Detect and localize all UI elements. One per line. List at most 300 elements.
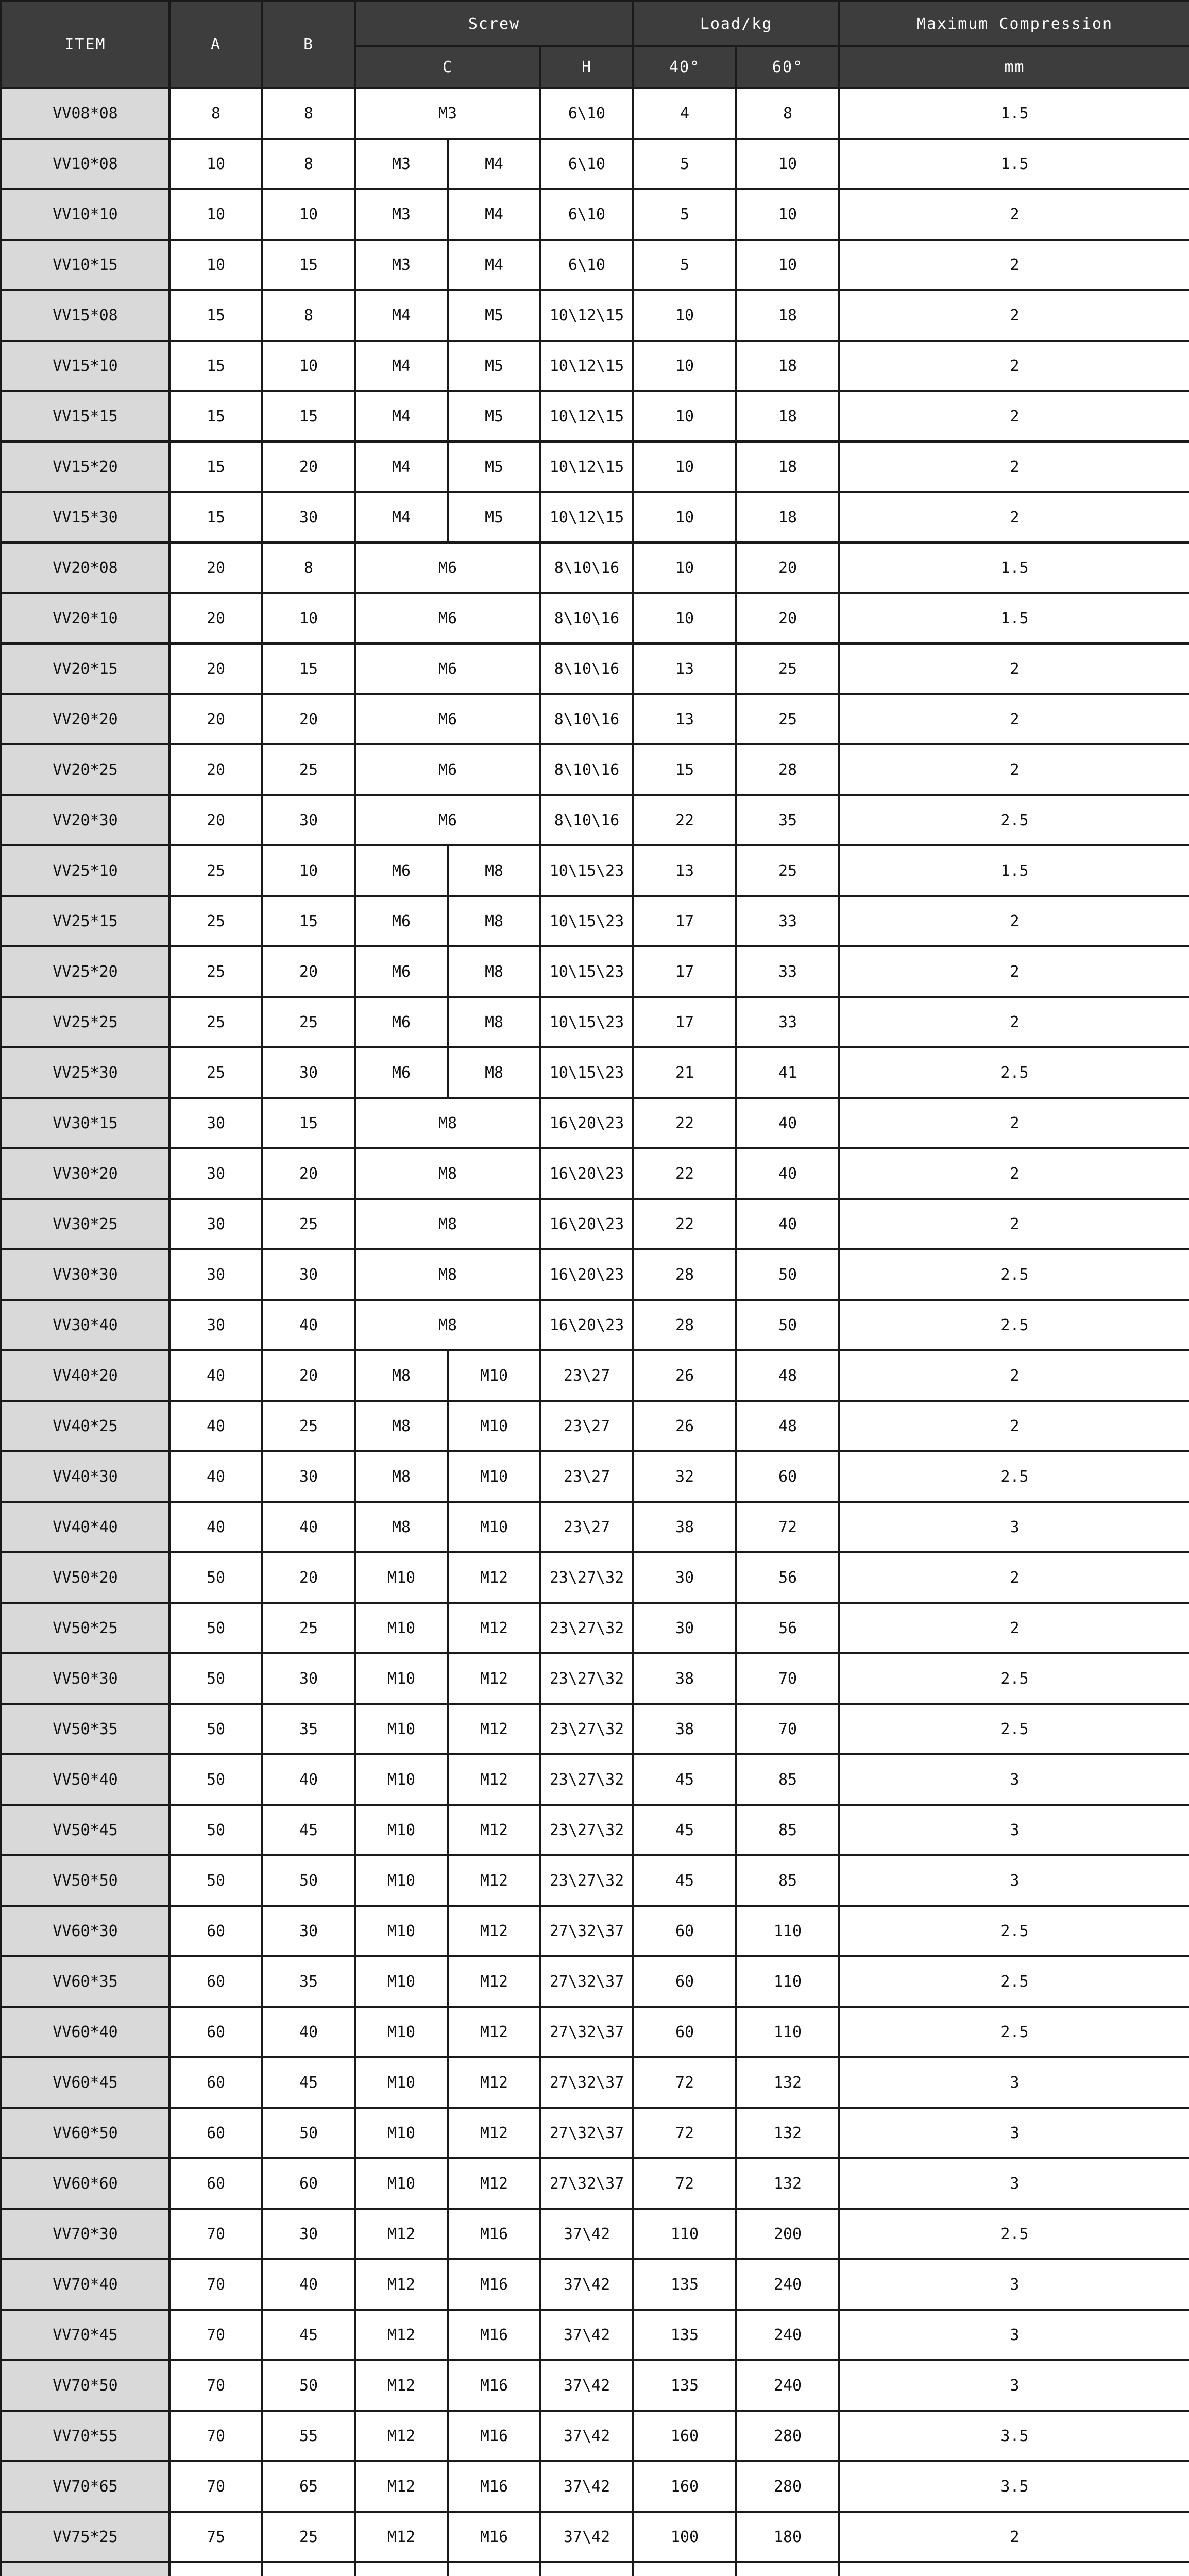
item-cell: VV70*50 — [1, 2360, 169, 2411]
item-cell: VV50*25 — [1, 1603, 169, 1653]
a-cell: 25 — [169, 946, 262, 997]
load-40-cell: 100 — [633, 2512, 736, 2562]
a-cell: 20 — [169, 643, 262, 694]
screw-c2-cell: M4 — [448, 189, 540, 240]
item-cell: VV20*10 — [1, 593, 169, 643]
table-row — [1, 744, 1189, 795]
screw-c2-cell: M12 — [448, 2007, 540, 2057]
table-row — [1, 896, 1189, 946]
load-60-cell: 240 — [736, 2259, 839, 2310]
b-cell: 20 — [262, 1148, 355, 1199]
b-cell: 30 — [262, 1653, 355, 1704]
table-row — [1, 1754, 1189, 1805]
h-cell: 27\32\37 — [540, 1906, 633, 1956]
screw-c1-cell: M8 — [355, 1502, 448, 1552]
max-compression-cell: 2 — [839, 391, 1189, 442]
screw-c1-cell: M6 — [355, 643, 540, 694]
screw-c2-cell: M16 — [448, 2209, 540, 2259]
screw-c1-cell: M3 — [355, 189, 448, 240]
screw-c1-cell: M12 — [355, 2360, 448, 2411]
b-cell — [262, 2562, 355, 2576]
table-row — [1, 2310, 1189, 2360]
load-60-cell: 56 — [736, 1552, 839, 1603]
screw-c2-cell: M16 — [448, 2259, 540, 2310]
h-cell: 16\20\23 — [540, 1148, 633, 1199]
item-cell: VV15*10 — [1, 341, 169, 391]
table-row — [1, 643, 1189, 694]
b-cell: 8 — [262, 543, 355, 593]
max-compression-cell: 3 — [839, 1502, 1189, 1552]
b-cell: 20 — [262, 1552, 355, 1603]
load-60-cell: 110 — [736, 1906, 839, 1956]
a-cell: 15 — [169, 391, 262, 442]
item-cell — [1, 2562, 169, 2576]
table-row — [1, 543, 1189, 593]
load-60-cell: 33 — [736, 896, 839, 946]
table-row — [1, 391, 1189, 442]
max-compression-cell: 2 — [839, 1401, 1189, 1451]
screw-c2-cell: M5 — [448, 290, 540, 341]
h-cell: 8\10\16 — [540, 694, 633, 744]
h-cell: 8\10\16 — [540, 593, 633, 643]
screw-c2-cell: M8 — [448, 896, 540, 946]
load-60-cell: 70 — [736, 1653, 839, 1704]
item-cell: VV30*40 — [1, 1300, 169, 1350]
load-60-cell: 33 — [736, 946, 839, 997]
a-cell: 70 — [169, 2360, 262, 2411]
screw-c1-cell: M10 — [355, 2158, 448, 2209]
max-compression-cell: 2.5 — [839, 1704, 1189, 1754]
screw-c2-cell: M5 — [448, 391, 540, 442]
load-40-cell: 10 — [633, 341, 736, 391]
item-cell: VV10*08 — [1, 139, 169, 189]
load-40-cell: 135 — [633, 2310, 736, 2360]
h-cell: 10\15\23 — [540, 845, 633, 896]
table-row — [1, 1300, 1189, 1350]
table-row — [1, 2057, 1189, 2108]
a-cell: 8 — [169, 88, 262, 139]
b-cell: 8 — [262, 290, 355, 341]
load-40-cell: 22 — [633, 1148, 736, 1199]
item-cell: VV40*20 — [1, 1350, 169, 1401]
table-row — [1, 189, 1189, 240]
load-40-cell: 30 — [633, 1552, 736, 1603]
h-cell: 27\32\37 — [540, 2057, 633, 2108]
table-row — [1, 2209, 1189, 2259]
screw-c1-cell: M10 — [355, 1754, 448, 1805]
table-row — [1, 1401, 1189, 1451]
screw-c2-cell: M16 — [448, 2461, 540, 2512]
header-40deg: 40° — [633, 46, 736, 88]
h-cell: 10\12\15 — [540, 442, 633, 492]
screw-c1-cell: M8 — [355, 1401, 448, 1451]
a-cell: 15 — [169, 290, 262, 341]
item-cell: VV30*30 — [1, 1249, 169, 1300]
a-cell: 70 — [169, 2461, 262, 2512]
load-40-cell: 17 — [633, 997, 736, 1047]
h-cell: 16\20\23 — [540, 1098, 633, 1148]
load-40-cell: 10 — [633, 391, 736, 442]
load-40-cell: 26 — [633, 1350, 736, 1401]
b-cell: 10 — [262, 845, 355, 896]
load-40-cell: 17 — [633, 946, 736, 997]
item-cell: VV40*25 — [1, 1401, 169, 1451]
max-compression-cell: 2 — [839, 643, 1189, 694]
h-cell: 23\27\32 — [540, 1603, 633, 1653]
screw-c1-cell: M4 — [355, 442, 448, 492]
load-60-cell: 18 — [736, 341, 839, 391]
max-compression-cell: 1.5 — [839, 543, 1189, 593]
table-row — [1, 1906, 1189, 1956]
table-row — [1, 2158, 1189, 2209]
load-40-cell: 38 — [633, 1502, 736, 1552]
header-b: B — [262, 1, 355, 88]
load-60-cell: 20 — [736, 593, 839, 643]
item-cell: VV50*45 — [1, 1805, 169, 1855]
load-60-cell: 18 — [736, 391, 839, 442]
item-cell: VV20*25 — [1, 744, 169, 795]
screw-c1-cell: M10 — [355, 1653, 448, 1704]
load-60-cell: 50 — [736, 1249, 839, 1300]
item-cell: VV50*40 — [1, 1754, 169, 1805]
item-cell: VV10*10 — [1, 189, 169, 240]
max-compression-cell: 2 — [839, 492, 1189, 543]
item-cell: VV15*30 — [1, 492, 169, 543]
screw-c1-cell: M6 — [355, 744, 540, 795]
load-60-cell: 40 — [736, 1148, 839, 1199]
item-cell: VV08*08 — [1, 88, 169, 139]
load-60-cell: 280 — [736, 2461, 839, 2512]
a-cell: 70 — [169, 2310, 262, 2360]
load-40-cell: 10 — [633, 290, 736, 341]
a-cell: 20 — [169, 543, 262, 593]
h-cell: 8\10\16 — [540, 744, 633, 795]
max-compression-cell: 2 — [839, 1552, 1189, 1603]
b-cell: 25 — [262, 1603, 355, 1653]
max-compression-cell: 2.5 — [839, 1956, 1189, 2007]
screw-c2-cell: M8 — [448, 997, 540, 1047]
max-compression-cell: 3.5 — [839, 2461, 1189, 2512]
h-cell: 16\20\23 — [540, 1249, 633, 1300]
max-compression-cell: 3 — [839, 1754, 1189, 1805]
screw-c2-cell: M8 — [448, 946, 540, 997]
header-unit-mm: mm — [839, 46, 1189, 88]
item-cell: VV30*15 — [1, 1098, 169, 1148]
load-40-cell — [633, 2562, 736, 2576]
a-cell: 15 — [169, 442, 262, 492]
screw-c2-cell: M5 — [448, 492, 540, 543]
h-cell: 37\42 — [540, 2259, 633, 2310]
screw-c2-cell: M8 — [448, 1047, 540, 1098]
load-40-cell: 13 — [633, 845, 736, 896]
table-row — [1, 341, 1189, 391]
b-cell: 40 — [262, 2007, 355, 2057]
item-cell: VV20*30 — [1, 795, 169, 845]
table-row — [1, 2007, 1189, 2057]
table-row — [1, 795, 1189, 845]
a-cell: 50 — [169, 1653, 262, 1704]
load-60-cell: 60 — [736, 1451, 839, 1502]
screw-c1-cell: M12 — [355, 2411, 448, 2461]
table-row — [1, 88, 1189, 139]
h-cell: 23\27 — [540, 1350, 633, 1401]
a-cell: 75 — [169, 2512, 262, 2562]
b-cell: 30 — [262, 1451, 355, 1502]
load-60-cell — [736, 2562, 839, 2576]
header-60deg: 60° — [736, 46, 839, 88]
screw-c2-cell: M12 — [448, 1906, 540, 1956]
load-40-cell: 60 — [633, 1956, 736, 2007]
load-40-cell: 45 — [633, 1805, 736, 1855]
max-compression-cell: 3 — [839, 1855, 1189, 1906]
load-40-cell: 21 — [633, 1047, 736, 1098]
max-compression-cell: 3.5 — [839, 2411, 1189, 2461]
h-cell: 23\27\32 — [540, 1855, 633, 1906]
b-cell: 30 — [262, 492, 355, 543]
item-cell: VV70*65 — [1, 2461, 169, 2512]
item-cell: VV50*20 — [1, 1552, 169, 1603]
b-cell: 15 — [262, 643, 355, 694]
table-row — [1, 2360, 1189, 2411]
screw-c1-cell: M10 — [355, 1956, 448, 2007]
max-compression-cell: 2.5 — [839, 1300, 1189, 1350]
load-60-cell: 240 — [736, 2360, 839, 2411]
h-cell: 10\12\15 — [540, 492, 633, 543]
item-cell: VV25*15 — [1, 896, 169, 946]
b-cell: 65 — [262, 2461, 355, 2512]
h-cell: 27\32\37 — [540, 2158, 633, 2209]
load-60-cell: 132 — [736, 2158, 839, 2209]
table-row — [1, 2562, 1189, 2576]
item-cell: VV30*20 — [1, 1148, 169, 1199]
load-60-cell: 48 — [736, 1401, 839, 1451]
a-cell: 70 — [169, 2209, 262, 2259]
table-row — [1, 1148, 1189, 1199]
item-cell: VV70*45 — [1, 2310, 169, 2360]
header-item: ITEM — [1, 1, 169, 88]
b-cell: 25 — [262, 1401, 355, 1451]
table-row — [1, 240, 1189, 290]
load-60-cell: 20 — [736, 543, 839, 593]
a-cell: 25 — [169, 997, 262, 1047]
screw-c1-cell: M3 — [355, 240, 448, 290]
max-compression-cell: 2.5 — [839, 1047, 1189, 1098]
screw-c2-cell: M4 — [448, 240, 540, 290]
load-60-cell: 18 — [736, 290, 839, 341]
max-compression-cell: 2 — [839, 2512, 1189, 2562]
max-compression-cell: 2.5 — [839, 1906, 1189, 1956]
table-body — [1, 88, 1189, 2576]
max-compression-cell: 2.5 — [839, 1653, 1189, 1704]
h-cell: 6\10 — [540, 139, 633, 189]
table-row — [1, 2259, 1189, 2310]
header-a: A — [169, 1, 262, 88]
table-row — [1, 2411, 1189, 2461]
screw-c1-cell: M8 — [355, 1199, 540, 1249]
b-cell: 30 — [262, 795, 355, 845]
table-row — [1, 694, 1189, 744]
b-cell: 50 — [262, 2360, 355, 2411]
item-cell: VV10*15 — [1, 240, 169, 290]
table-row — [1, 1956, 1189, 2007]
b-cell: 35 — [262, 1704, 355, 1754]
screw-c2-cell: M10 — [448, 1451, 540, 1502]
a-cell: 30 — [169, 1249, 262, 1300]
b-cell: 15 — [262, 1098, 355, 1148]
table-row — [1, 1552, 1189, 1603]
screw-c1-cell: M4 — [355, 492, 448, 543]
h-cell: 8\10\16 — [540, 643, 633, 694]
screw-c1-cell: M6 — [355, 896, 448, 946]
max-compression-cell: 2 — [839, 341, 1189, 391]
a-cell — [169, 2562, 262, 2576]
h-cell — [540, 2562, 633, 2576]
table-row — [1, 2512, 1189, 2562]
table-row — [1, 139, 1189, 189]
table-row — [1, 997, 1189, 1047]
item-cell: VV60*40 — [1, 2007, 169, 2057]
max-compression-cell: 2 — [839, 442, 1189, 492]
load-40-cell: 72 — [633, 2108, 736, 2158]
h-cell: 27\32\37 — [540, 2007, 633, 2057]
max-compression-cell: 2 — [839, 1098, 1189, 1148]
h-cell: 6\10 — [540, 189, 633, 240]
h-cell: 23\27\32 — [540, 1552, 633, 1603]
a-cell: 10 — [169, 240, 262, 290]
max-compression-cell: 3 — [839, 2259, 1189, 2310]
load-60-cell: 48 — [736, 1350, 839, 1401]
load-60-cell: 40 — [736, 1098, 839, 1148]
h-cell: 10\15\23 — [540, 1047, 633, 1098]
table-row — [1, 845, 1189, 896]
load-60-cell: 240 — [736, 2310, 839, 2360]
screw-c2-cell — [448, 2562, 540, 2576]
screw-c2-cell: M12 — [448, 2057, 540, 2108]
b-cell: 25 — [262, 744, 355, 795]
load-40-cell: 32 — [633, 1451, 736, 1502]
load-60-cell: 25 — [736, 643, 839, 694]
max-compression-cell: 2 — [839, 997, 1189, 1047]
b-cell: 30 — [262, 1047, 355, 1098]
header-c: C — [355, 46, 540, 88]
item-cell: VV75*25 — [1, 2512, 169, 2562]
item-cell: VV30*25 — [1, 1199, 169, 1249]
screw-c1-cell: M10 — [355, 1805, 448, 1855]
h-cell: 23\27\32 — [540, 1805, 633, 1855]
a-cell: 60 — [169, 2108, 262, 2158]
item-cell: VV70*30 — [1, 2209, 169, 2259]
a-cell: 15 — [169, 492, 262, 543]
screw-c1-cell: M10 — [355, 1603, 448, 1653]
screw-c1-cell: M10 — [355, 1552, 448, 1603]
h-cell: 8\10\16 — [540, 795, 633, 845]
load-60-cell: 110 — [736, 1956, 839, 2007]
b-cell: 20 — [262, 694, 355, 744]
header-screw: Screw — [355, 1, 633, 46]
b-cell: 50 — [262, 2108, 355, 2158]
b-cell: 25 — [262, 997, 355, 1047]
b-cell: 40 — [262, 2259, 355, 2310]
max-compression-cell: 3 — [839, 2310, 1189, 2360]
header-max-compression: Maximum Compression — [839, 1, 1189, 46]
screw-c1-cell: M4 — [355, 290, 448, 341]
item-cell: VV25*20 — [1, 946, 169, 997]
item-cell: VV50*30 — [1, 1653, 169, 1704]
load-40-cell: 4 — [633, 88, 736, 139]
screw-c2-cell: M10 — [448, 1502, 540, 1552]
screw-c2-cell: M10 — [448, 1350, 540, 1401]
a-cell: 20 — [169, 593, 262, 643]
table-row — [1, 2461, 1189, 2512]
h-cell: 23\27 — [540, 1502, 633, 1552]
a-cell: 60 — [169, 2158, 262, 2209]
screw-c2-cell: M12 — [448, 1552, 540, 1603]
screw-c1-cell: M6 — [355, 694, 540, 744]
screw-c2-cell: M12 — [448, 1603, 540, 1653]
load-40-cell: 135 — [633, 2360, 736, 2411]
load-60-cell: 25 — [736, 845, 839, 896]
max-compression-cell: 3 — [839, 2057, 1189, 2108]
load-60-cell: 200 — [736, 2209, 839, 2259]
load-60-cell: 35 — [736, 795, 839, 845]
screw-c2-cell: M12 — [448, 2108, 540, 2158]
screw-c2-cell: M12 — [448, 1704, 540, 1754]
table-row — [1, 1451, 1189, 1502]
item-cell: VV50*50 — [1, 1855, 169, 1906]
a-cell: 25 — [169, 845, 262, 896]
a-cell: 60 — [169, 2057, 262, 2108]
a-cell: 40 — [169, 1350, 262, 1401]
load-60-cell: 18 — [736, 492, 839, 543]
a-cell: 50 — [169, 1855, 262, 1906]
load-60-cell: 10 — [736, 189, 839, 240]
table-row — [1, 1704, 1189, 1754]
load-40-cell: 26 — [633, 1401, 736, 1451]
h-cell: 10\15\23 — [540, 997, 633, 1047]
load-40-cell: 160 — [633, 2461, 736, 2512]
max-compression-cell: 3 — [839, 2158, 1189, 2209]
item-cell: VV20*20 — [1, 694, 169, 744]
load-40-cell: 5 — [633, 240, 736, 290]
load-40-cell: 13 — [633, 643, 736, 694]
screw-c1-cell: M10 — [355, 2057, 448, 2108]
h-cell: 10\12\15 — [540, 341, 633, 391]
screw-c2-cell: M12 — [448, 1855, 540, 1906]
a-cell: 30 — [169, 1148, 262, 1199]
load-60-cell: 28 — [736, 744, 839, 795]
load-40-cell: 60 — [633, 2007, 736, 2057]
screw-c1-cell: M8 — [355, 1098, 540, 1148]
a-cell: 20 — [169, 795, 262, 845]
screw-c2-cell: M8 — [448, 845, 540, 896]
screw-c1-cell: M10 — [355, 1855, 448, 1906]
item-cell: VV25*25 — [1, 997, 169, 1047]
max-compression-cell: 2 — [839, 1199, 1189, 1249]
b-cell: 8 — [262, 139, 355, 189]
screw-c1-cell: M10 — [355, 1906, 448, 1956]
a-cell: 40 — [169, 1451, 262, 1502]
load-40-cell: 45 — [633, 1754, 736, 1805]
b-cell: 10 — [262, 341, 355, 391]
a-cell: 50 — [169, 1805, 262, 1855]
screw-c1-cell: M6 — [355, 1047, 448, 1098]
b-cell: 30 — [262, 1906, 355, 1956]
table-row — [1, 290, 1189, 341]
screw-c2-cell: M10 — [448, 1401, 540, 1451]
load-40-cell: 160 — [633, 2411, 736, 2461]
b-cell: 60 — [262, 2158, 355, 2209]
a-cell: 50 — [169, 1754, 262, 1805]
